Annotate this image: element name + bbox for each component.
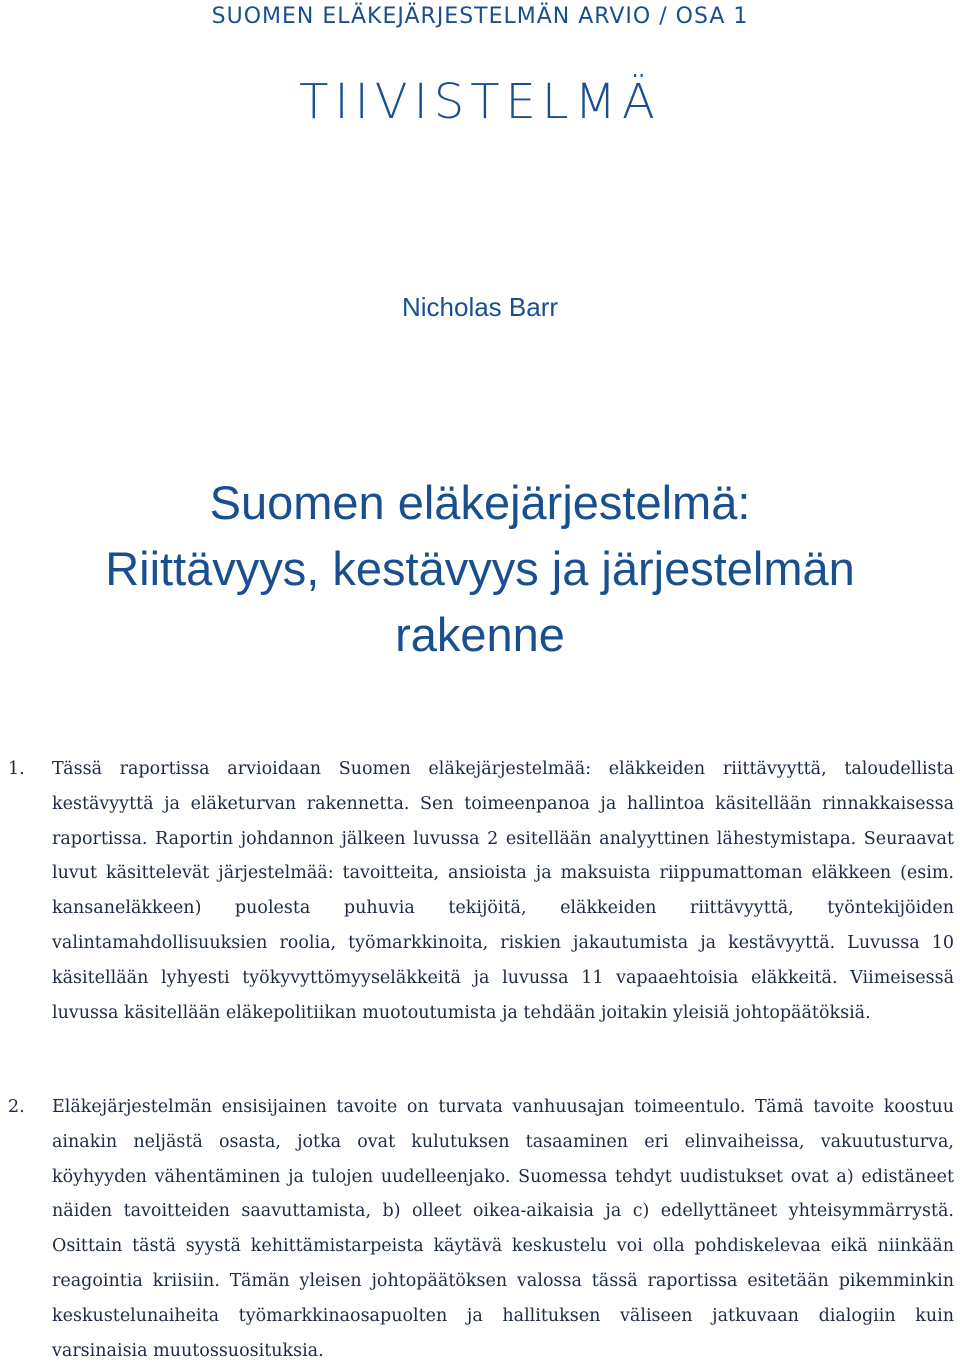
- paragraph-number: 2.: [8, 1097, 25, 1117]
- paragraph-text: Eläkejärjestelmän ensisijainen tavoite on turvata vanhuusajan toimeentulo. Tämä tavoite koostuu ainakin neljästä osasta, jotka ovat kulutuksen tasaaminen eri elinvaiheissa, vakuutusturva, köyhyyden vähentäminen ja tulojen uudelleenjako. Suomessa tehdyt uudistukset ovat a) edistäneet näiden tavoitteiden saavuttamista, b) olleet oikea-aikaisia ja c) edellyttäneet yhteisymmärrystä. Osittain tästä syystä kehittämistarpeista käytävä keskustelu voi olla pohdiskelevaa eikä niinkään reagointia kriisiin. Tämän yleisen johtopäätöksen valossa tässä raportissa esitetään pikemminkin keskustelunaiheita työmarkkinaosapuolten ja hallituksen väliseen jatkuvaan dialogiin kuin varsinaisia muutossuosituksia.: [52, 1097, 954, 1361]
- section-title: TIIVISTELMÄ: [299, 74, 661, 130]
- series-header: SUOMEN ELÄKEJÄRJESTELMÄN ARVIO / OSA 1: [211, 4, 749, 29]
- paragraph-text: Tässä raportissa arvioidaan Suomen eläkejärjestelmää: eläkkeiden riittävyyttä, taloudellista kestävyyttä ja eläketurvan rakennetta. Sen toimeenpanoa ja hallintoa käsitellään rinnakkaisessa raportissa. Raportin johdannon jälkeen luvussa 2 esitellään analyyttinen lähestymistapa. Seuraavat luvut käsittelevät järjestelmää: tavoitteita, ansioista ja maksuista riippumattoman eläkkeen (esim. kansaneläkkeen) puolesta puhuvia tekijöitä, eläkkeiden riittävyyttä, työntekijöiden valintamahdollisuuksien roolia, työmarkkinoita, riskien jakautumista ja kestävyyttä. Luvussa 10 käsitellään lyhyesti työkyvyttömyyseläkkeitä ja luvussa 11 vapaaehtoisia eläkkeitä. Viimeisessä luvussa käsitellään eläkepolitiikan muotoutumista ja tehdään joitakin yleisiä johtopäätöksiä.: [52, 759, 954, 1023]
- report-title: [0, 470, 960, 668]
- paragraph-2: [8, 1090, 954, 1368]
- report-title-line-2: Riittävyys, kestävyys ja järjestelmän: [105, 542, 855, 595]
- report-title-line-1: Suomen eläkejärjestelmä:: [209, 476, 751, 529]
- report-title-line-3: rakenne: [395, 608, 565, 661]
- author-name: Nicholas Barr: [401, 292, 559, 322]
- paragraph-1: [8, 752, 954, 1030]
- paragraph-number: 1.: [8, 759, 25, 779]
